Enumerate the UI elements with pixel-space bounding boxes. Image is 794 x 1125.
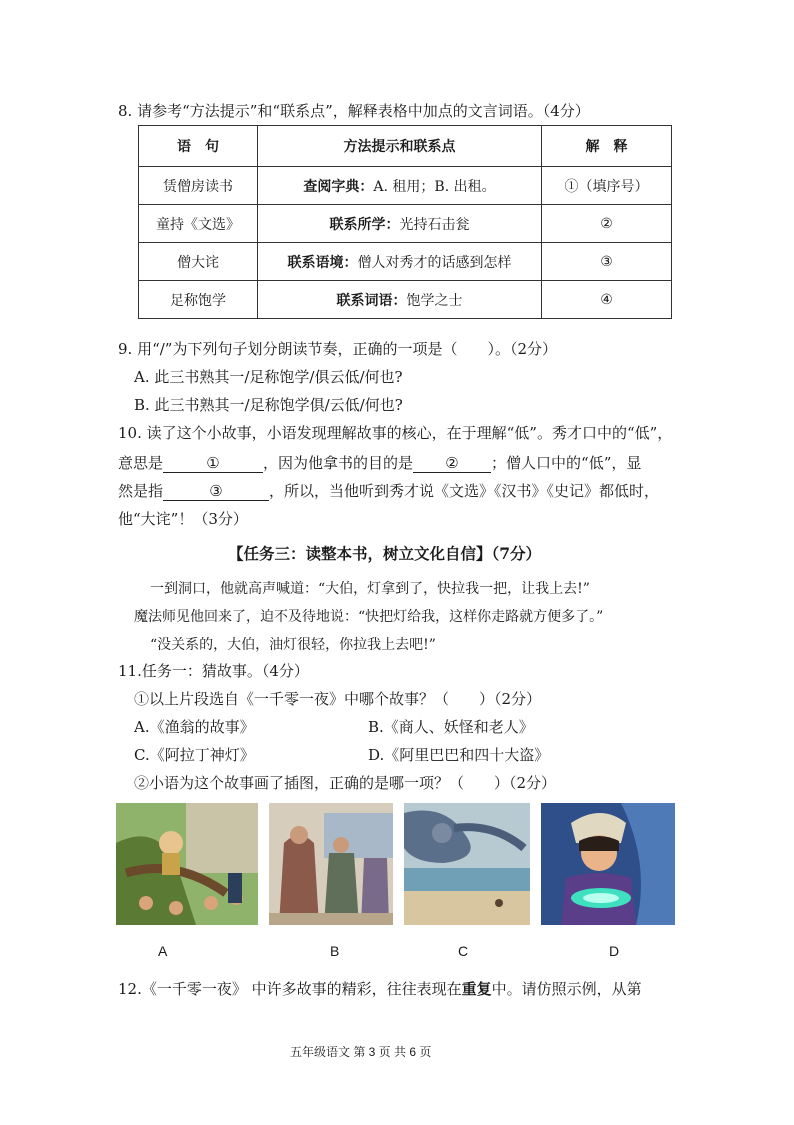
hint-label: 联系语境： [287, 254, 358, 271]
blank-2[interactable]: ② [413, 454, 491, 473]
hint-label: 联系词语： [336, 292, 407, 309]
task3-title: 【任务三：读整本书，树立文化自信】（7分） [228, 544, 542, 563]
illustration-b[interactable] [269, 803, 393, 925]
q12-text [118, 978, 642, 999]
q11-sub2: ②小语为这个故事画了插图，正确的是哪一项？（ ）（2分） [134, 774, 557, 792]
q9-stem: 9. 用“/”为下列句子划分朗读节奏，正确的一项是（ ）。（2分） [118, 340, 558, 358]
hint-text: A. 租用；B. 出租。 [373, 178, 496, 195]
answer-cell[interactable]: ③ [542, 243, 672, 281]
q10-text: ，因为他拿书的目的是 [263, 454, 414, 472]
q9-option-a[interactable]: A. 此三书熟其一/足称饱学/俱云低/何也? [134, 368, 403, 386]
sentence-cell: 僧大诧 [139, 243, 258, 281]
sentence-cell: 赁僧房读书 [139, 167, 258, 205]
q11-option-b[interactable]: B.《商人、妖怪和老人》 [368, 718, 534, 736]
q11-option-d[interactable]: D.《阿里巴巴和四十大盗》 [368, 746, 550, 764]
table-row [139, 281, 672, 319]
q10-line1: 10. 读了这个小故事，小语发现理解故事的核心，在于理解“低”。秀才口中的“低”， [118, 424, 673, 442]
illustration-d[interactable] [541, 803, 675, 925]
illustration-label-b: B [330, 943, 340, 959]
hint-cell [258, 205, 542, 243]
table-row [139, 205, 672, 243]
illustration-label-a: A [158, 943, 168, 959]
sentence-cell: 童持《文选》 [139, 205, 258, 243]
illustration-c[interactable] [404, 803, 530, 925]
table-header-row [139, 126, 672, 167]
q10-line4: 他“大诧”！（3分） [118, 510, 248, 528]
passage-line-2: 魔法师见他回来了，迫不及待地说：“快把灯给我，这样你走路就方便多了。” [134, 609, 604, 625]
q10-text: ；僧人口中的“低”，显 [491, 454, 642, 472]
table-row [139, 243, 672, 281]
q8-table [138, 125, 672, 319]
q12-text-b: 中。请仿照示例，从第 [491, 980, 642, 998]
q10-line2 [118, 452, 641, 473]
q10-line3 [118, 480, 659, 501]
illustration-label-d: D [609, 943, 620, 959]
illustration-a[interactable] [116, 803, 258, 925]
hint-label: 查阅字典： [303, 178, 374, 195]
hint-label: 联系所学： [329, 216, 400, 233]
q12-emphasis: 重复 [461, 980, 492, 998]
hint-text: 饱学之士 [406, 292, 463, 309]
hint-cell [258, 167, 542, 205]
hint-text: 僧人对秀才的话感到怎样 [357, 254, 512, 271]
passage-line-3: “没关系的，大伯，油灯很轻，你拉我上去吧!” [150, 637, 436, 653]
header-sentence: 语 句 [139, 126, 258, 167]
q11-option-c[interactable]: C.《阿拉丁神灯》 [134, 746, 255, 764]
blank-1[interactable]: ① [163, 454, 263, 473]
q9-option-b[interactable]: B. 此三书熟其一/足称饱学俱/云低/何也? [134, 396, 403, 414]
page-footer: 五年级语文 第 3 页 共 6 页 [290, 1045, 432, 1059]
header-answer: 解 释 [542, 126, 672, 167]
q10-text: ，所以，当他听到秀才说《文选》《汉书》《史记》都低时， [269, 482, 660, 500]
answer-cell[interactable]: ② [542, 205, 672, 243]
passage-line-1: 一到洞口，他就高声喊道：“大伯，灯拿到了，快拉我一把，让我上去!” [150, 581, 590, 597]
hint-cell [258, 281, 542, 319]
hint-text: 光持石击瓮 [399, 216, 470, 233]
q10-text: 意思是 [118, 454, 164, 472]
q11-sub1: ①以上片段选自《一千零一夜》中哪个故事？（ ）（2分） [134, 690, 542, 708]
blank-3[interactable]: ③ [163, 482, 269, 501]
answer-cell[interactable]: ①（填序号） [542, 167, 672, 205]
q8-stem: 8. 请参考“方法提示”和“联系点”，解释表格中加点的文言词语。（4分） [118, 102, 590, 120]
header-hint: 方法提示和联系点 [258, 126, 542, 167]
hint-cell [258, 243, 542, 281]
q12-text-a: 12.《一千零一夜》 中许多故事的精彩，往往表现在 [118, 980, 462, 998]
table-row [139, 167, 672, 205]
illustration-label-c: C [458, 943, 469, 959]
sentence-cell: 足称饱学 [139, 281, 258, 319]
q11-stem: 11.任务一：猜故事。（4分） [118, 662, 309, 680]
q11-option-a[interactable]: A.《渔翁的故事》 [134, 718, 255, 736]
answer-cell[interactable]: ④ [542, 281, 672, 319]
q10-text: 然是指 [118, 482, 164, 500]
